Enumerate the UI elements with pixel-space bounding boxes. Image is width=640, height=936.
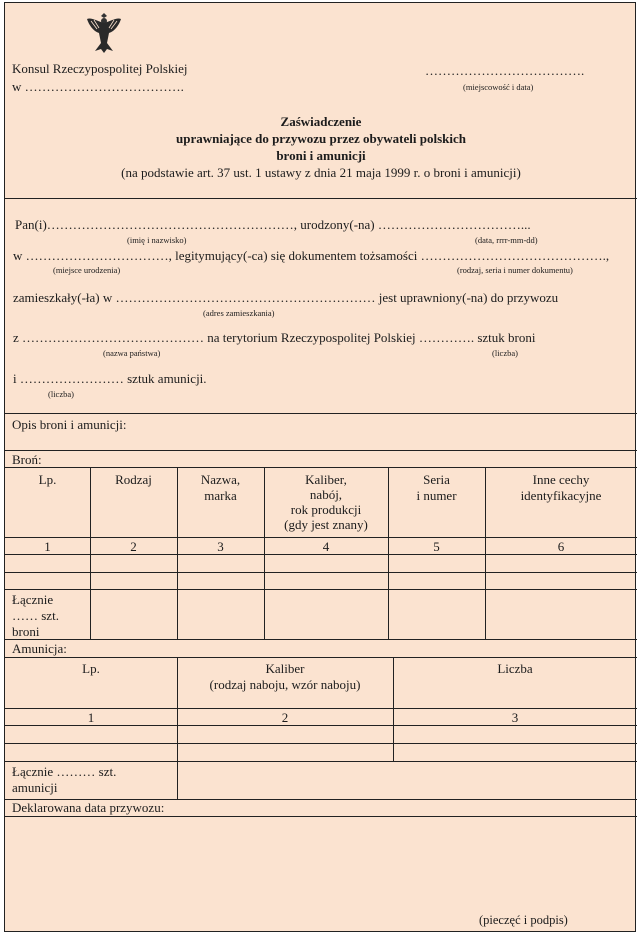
weapons-total[interactable]: Łącznie …… szt. broni (12, 592, 59, 639)
ammo-header-caliber: Kaliber (rodzaj naboju, wzór naboju) (209, 661, 361, 692)
weapon-count-label: (liczba) (492, 348, 518, 358)
weapons-header-other: Inne cechy identyfikacyjne (520, 472, 602, 503)
ammo-col-number: 1 (87, 710, 95, 725)
weapons-col-number: 4 (322, 539, 330, 554)
weapons-section-label: Broń: (12, 452, 42, 467)
ammo-col-number: 2 (281, 710, 289, 725)
address-line[interactable]: zamieszkały(-ła) w …………………………………………………… jest uprawniony(-na) do przywozu (13, 290, 559, 305)
certificate-form (4, 2, 636, 932)
document-label: (rodzaj, seria i numer dokumentu) (457, 265, 573, 275)
country-count-line[interactable]: z …………………………………… na terytorium Rzeczypospolitej Polskiej …………. sztuk broni (13, 330, 536, 345)
weapons-header-lp: Lp. (38, 472, 57, 487)
weapons-col-number: 2 (130, 539, 137, 554)
weapons-header-type: Rodzaj (115, 472, 152, 487)
country-label: (nazwa państwa) (103, 348, 161, 358)
document-subtitle-2: broni i amunicji (276, 148, 366, 163)
legal-basis: (na podstawie art. 37 ust. 1 ustawy z dnia 21 maja 1999 r. o broni i amunicji) (121, 165, 521, 180)
polish-eagle-emblem (85, 9, 123, 55)
name-label: (imię i nazwisko) (127, 235, 187, 245)
document-subtitle-1: uprawniające do przywozu przez obywateli polskich (176, 131, 466, 146)
birthplace-document-line[interactable]: w ……………………………, legitymujący(-ca) się dokumentem tożsamości ……………………………………., (13, 248, 610, 263)
weapons-col-number: 6 (557, 539, 565, 554)
ammo-header-count: Liczba (497, 661, 533, 676)
place-date-field[interactable]: ………………………………. (425, 63, 585, 78)
description-label: Opis broni i amunicji: (12, 417, 127, 432)
ammo-count-line[interactable]: i …………………… sztuk amunicji. (13, 371, 207, 386)
ammo-col-number: 3 (511, 710, 519, 725)
declared-date-label: Deklarowana data przywozu: (12, 800, 165, 815)
place-date-label: (miejscowość i data) (463, 82, 534, 92)
weapons-header-name: Nazwa, marka (200, 472, 241, 503)
ammo-section-label: Amunicja: (12, 641, 67, 656)
ammo-total[interactable]: Łącznie ……… szt. amunicji (12, 764, 117, 795)
address-label: (adres zamieszkania) (203, 308, 275, 318)
consul-title: Konsul Rzeczypospolitej Polskiej (12, 61, 188, 76)
stamp-signature-label: (pieczęć i podpis) (479, 913, 568, 927)
weapons-col-number: 5 (433, 539, 440, 554)
dob-label: (data, rrrr-mm-dd) (475, 235, 538, 245)
weapons-col-number: 1 (44, 539, 51, 554)
weapons-header-serial: Seria i numer (416, 472, 457, 503)
ammo-header-lp: Lp. (82, 661, 100, 676)
weapons-header-caliber: Kaliber, nabój, rok produkcji (gdy jest znany) (284, 472, 368, 532)
ammo-count-label: (liczba) (48, 389, 74, 399)
person-name-dob-line[interactable]: Pan(i)…………………………………………………, urodzony(-na) ……………………………... (15, 217, 531, 232)
consul-location-field[interactable]: w ………………………………. (12, 79, 184, 94)
document-title: Zaświadczenie (280, 114, 362, 129)
weapons-col-number: 3 (217, 539, 224, 554)
birthplace-label: (miejsce urodzenia) (53, 265, 121, 275)
